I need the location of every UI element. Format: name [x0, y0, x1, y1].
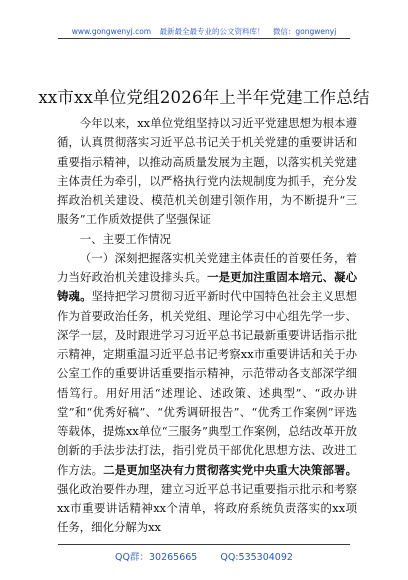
page-footer [0, 549, 408, 563]
document-title: xx市xx单位党组2026年上半年党建工作总结 [38, 88, 370, 107]
header-wechat: 微信：gongwenyj [272, 27, 337, 36]
footer-qq: QQ:535304092 [220, 552, 293, 563]
para-lead: （一）深刻把握落实机关党建主体责任的首要任务，着力当好政治机关建设排头兵。 [57, 250, 357, 284]
page-header [0, 26, 408, 37]
section-paragraph [57, 249, 357, 538]
intro-paragraph: 今年以来，xx单位党组坚持以习近平党建思想为根本遵循，认真贯彻落实习近平总书记关于机关党建的重要讲话和重要指示精神，以推动高质量发展为主题，以落实机关党建主体责任为牵引，以严格执行党内法规制度为抓手，充分发挥政治机关建设、模范机关创建引领作用，为不断提升“三服务”工作质效提供了坚强保证 [57, 116, 357, 227]
header-site: www.gongwenyj.com [71, 27, 152, 36]
document-body [57, 114, 357, 538]
para-bold-point-2: 二是更加坚决有力贯彻落实党中央重大决策部署。 [103, 462, 357, 477]
para-text-2: 强化政治要件办理，建立习近平总书记重要指示批示和考察xx市重要讲话精神xx个清单，将政府系统负责落实的xx项任务，细化分解为xx [57, 481, 357, 535]
footer-qq-group: QQ群：30265665 [115, 552, 198, 563]
para-text-1: 坚持把学习贯彻习近平新时代中国特色社会主义思想作为首要政治任务，机关党组、理论学习中心组先学一步、深学一层，及时跟进学习习近平总书记最新重要讲话指示批示精神，定期重温习近平总书记考察xx市重要讲话和关于办公室工作的重要讲话重要指示精神，示范带动各支部深学细悟笃行。用好用活“述理论、述政策、述典型”、“政办讲堂”和“优秀好稿”、“优秀调研报告”、“优秀工作案例”评选等载体，提炼xx单位“三服务”典型工作案例，总结改革开放创新的手法步法打法，指引党员干部优化思想方法、改进工作方法。 [57, 289, 357, 477]
footer-rule [58, 544, 350, 545]
header-slogan: 最新最全最专业的公文资料库！ [159, 27, 265, 36]
header-rule [58, 38, 350, 39]
para-bold-point-1: 一是更加注重固本培元、凝心铸魂。 [57, 270, 357, 304]
section-heading: 一、主要工作情况 [79, 231, 171, 246]
